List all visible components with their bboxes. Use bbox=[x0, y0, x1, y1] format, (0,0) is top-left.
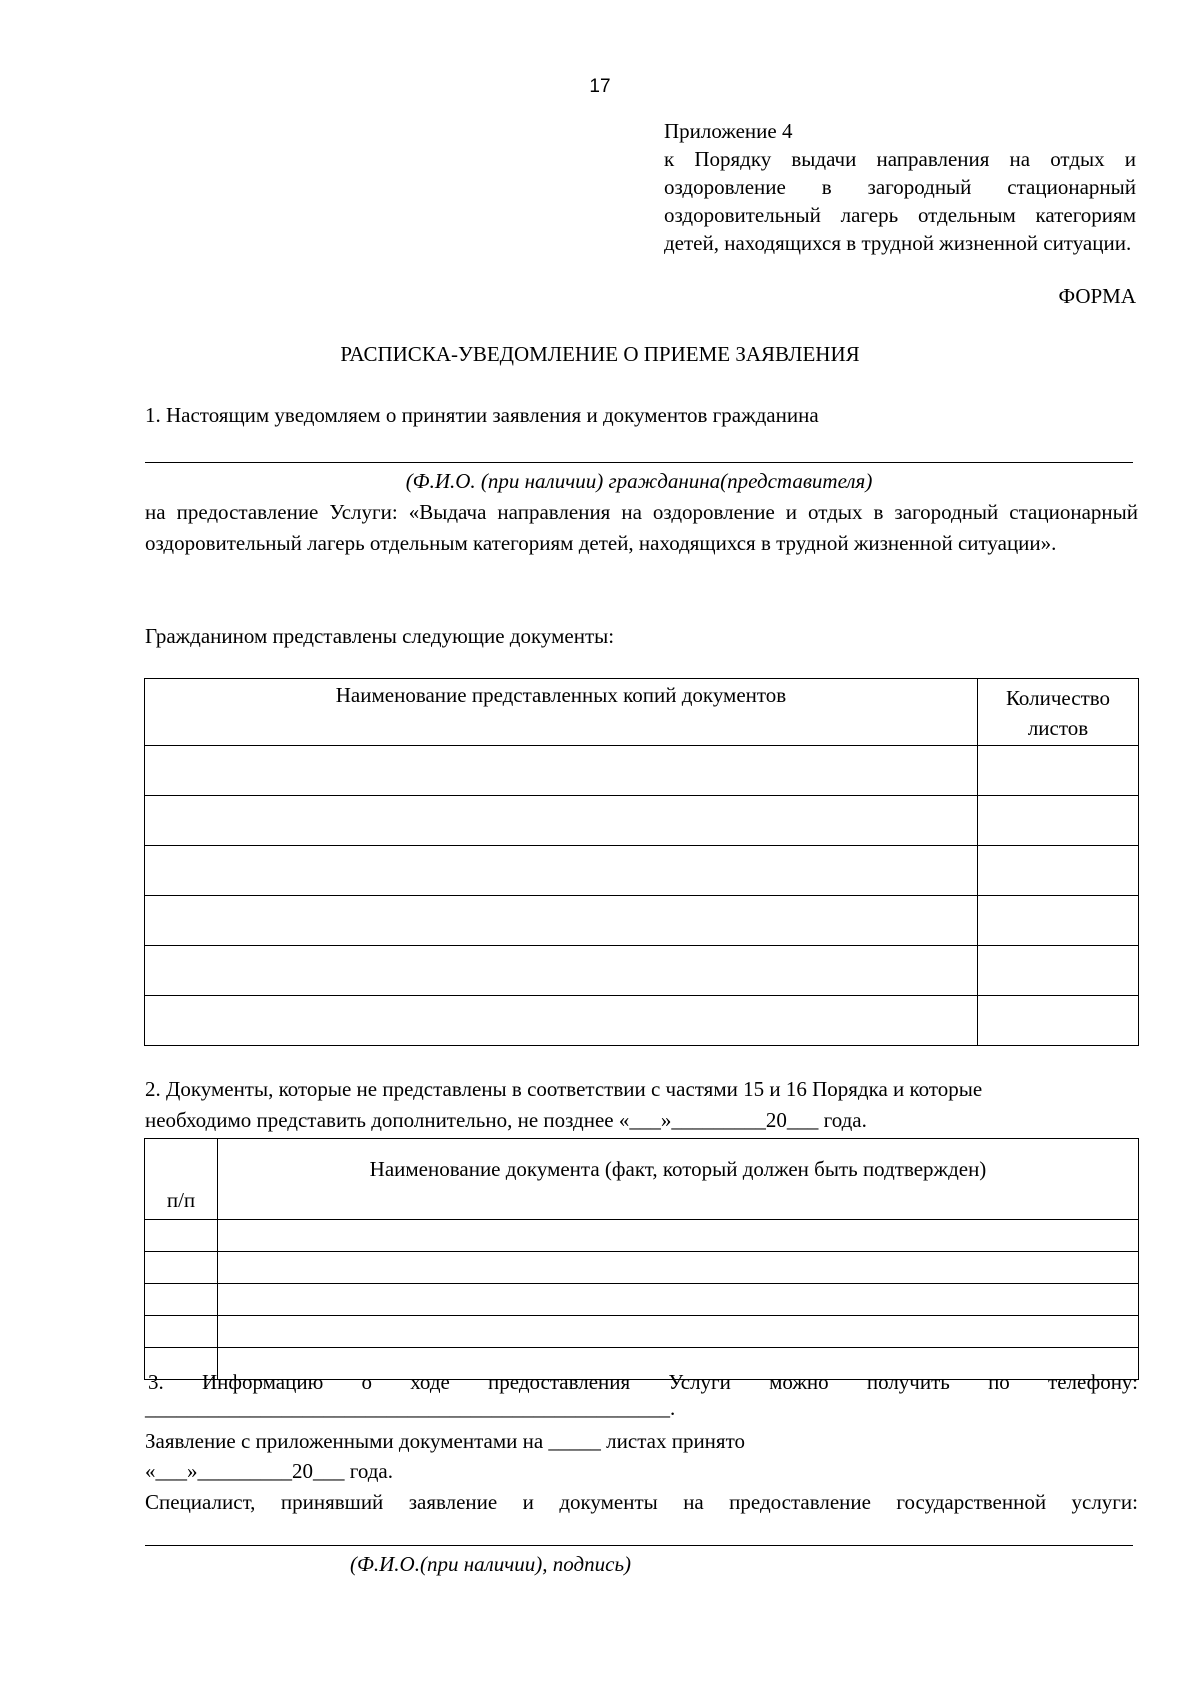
applicant-name-caption: (Ф.И.О. (при наличии) гражданина(представителя) bbox=[405, 469, 873, 493]
table2-header-name: Наименование документа (факт, который должен быть подтвержден) bbox=[218, 1139, 1139, 1220]
table-row bbox=[145, 1284, 1139, 1316]
missing-documents-table bbox=[144, 1138, 1139, 1380]
table-row bbox=[145, 1252, 1139, 1284]
specialist-line: Специалист, принявший заявление и документы на предоставление государственной услуги: bbox=[145, 1490, 1138, 1514]
service-description: на предоставление Услуги: «Выдача направления на оздоровление и отдых в загородный стационарный оздоровительный лагерь отдельным категориям детей, находящихся в трудной жизненной ситуации». bbox=[145, 500, 1138, 555]
submitted-documents-table bbox=[144, 678, 1139, 1046]
table1-header-count: Количество листов bbox=[978, 679, 1139, 746]
appendix-header bbox=[664, 117, 1136, 257]
appendix-number: Приложение 4 bbox=[664, 119, 793, 143]
form-label: ФОРМА bbox=[1058, 284, 1136, 308]
section2-line2: необходимо представить дополнительно, не позднее «___»_________20___ года. bbox=[145, 1108, 867, 1132]
table-row bbox=[145, 846, 1139, 896]
specialist-signature-caption: (Ф.И.О.(при наличии), подпись) bbox=[350, 1552, 632, 1576]
table-row bbox=[145, 896, 1139, 946]
table1-header-name: Наименование представленных копий документов bbox=[145, 679, 978, 746]
table-row bbox=[145, 1316, 1139, 1348]
section2-line1: 2. Документы, которые не представлены в соответствии с частями 15 и 16 Порядка и которые bbox=[145, 1077, 983, 1101]
table-row bbox=[145, 1220, 1139, 1252]
table2-header-number: п/п bbox=[145, 1139, 218, 1220]
documents-intro: Гражданином представлены следующие документы: bbox=[145, 624, 615, 648]
table-row bbox=[145, 796, 1139, 846]
appendix-body: к Порядку выдачи направления на отдых и оздоровление в загородный стационарный оздоровительный лагерь отдельным категориям детей, находящихся в трудной жизненной ситуации. bbox=[664, 147, 1136, 255]
table-row bbox=[145, 996, 1139, 1046]
phone-blank: __________________________________________________. bbox=[145, 1396, 676, 1420]
specialist-signature-line bbox=[145, 1545, 1133, 1546]
document-title: РАСПИСКА-УВЕДОМЛЕНИЕ О ПРИЕМЕ ЗАЯВЛЕНИЯ bbox=[340, 342, 860, 366]
accepted-sheets-line: Заявление с приложенными документами на _____ листах принято bbox=[145, 1429, 745, 1453]
page-number: 17 bbox=[589, 76, 611, 97]
table-row bbox=[145, 746, 1139, 796]
table-row bbox=[145, 946, 1139, 996]
applicant-name-line bbox=[145, 462, 1133, 463]
section3-phone-line: 3. Информацию о ходе предоставления Услуги можно получить по телефону: bbox=[148, 1370, 1138, 1394]
accepted-date-line: «___»_________20___ года. bbox=[145, 1459, 393, 1483]
section1-intro: 1. Настоящим уведомляем о принятии заявления и документов гражданина bbox=[145, 403, 819, 427]
